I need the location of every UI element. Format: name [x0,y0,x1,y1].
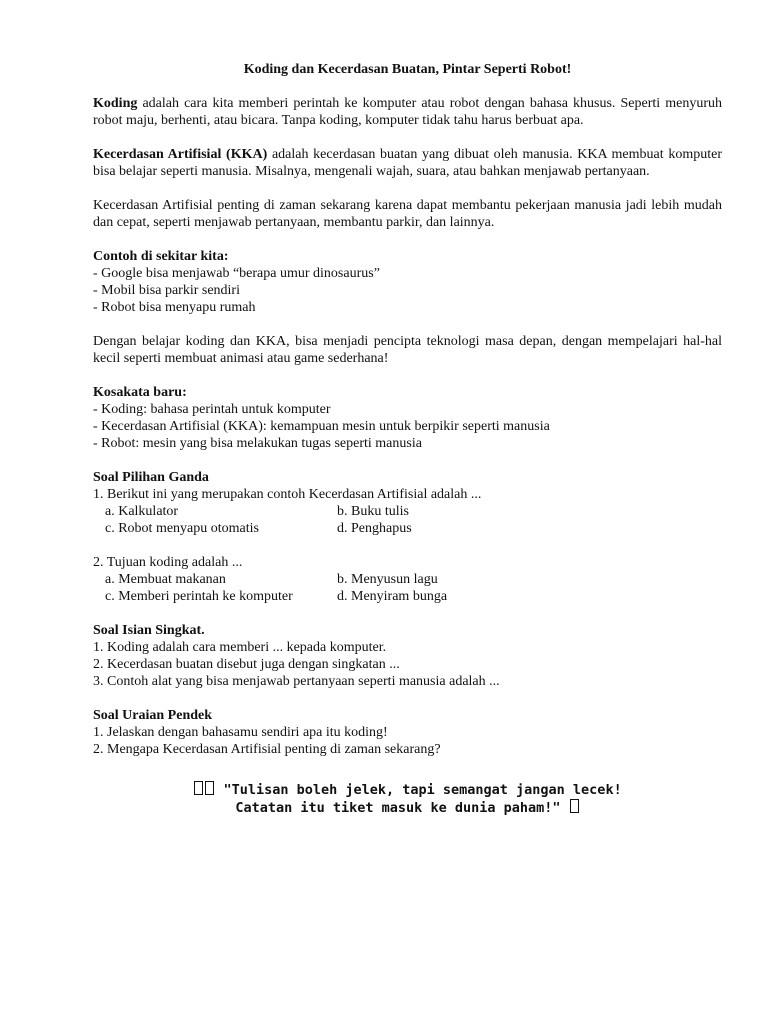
closing-line-2 [93,799,722,817]
missing-glyph-icon [570,799,579,813]
list-item: 3. Contoh alat yang bisa menjawab pertanyaan seperti manusia adalah ... [93,674,500,689]
list-item: - Google bisa menjawab “berapa umur dinosaurus” [93,266,380,281]
list-item: 1. Koding adalah cara memberi ... kepada komputer. [93,640,387,655]
option-a: a. Kalkulator [105,504,179,519]
future-paragraph: Dengan belajar koding dan KKA, bisa menjadi pencipta teknologi masa depan, dengan mempelajari hal-hal kecil seperti membuat animasi atau game sederhana! [93,334,722,366]
closing-text-2: Catatan itu tiket masuk ke dunia paham!" [235,800,561,816]
kka-text: adalah kecerdasan buatan yang dibuat oleh manusia. KKA membuat komputer bisa belajar seperti manusia. Misalnya, mengenali wajah, suara, atau bahkan menjawab pertanyaan. [93,147,722,179]
kka-paragraph [93,146,722,180]
option-c: c. Robot menyapu otomatis [105,521,259,536]
examples-heading: Contoh di sekitar kita: [93,249,229,264]
question-1: 1. Berikut ini yang merupakan contoh Kecerdasan Artifisial adalah ... [93,487,482,502]
question-2: 2. Tujuan koding adalah ... [93,555,243,570]
short-answer-heading: Soal Isian Singkat. [93,623,205,638]
list-item: - Robot: mesin yang bisa melakukan tugas seperti manusia [93,436,422,451]
missing-glyph-icon [205,781,214,795]
list-item: - Koding: bahasa perintah untuk komputer [93,402,331,417]
list-item: - Robot bisa menyapu rumah [93,300,256,315]
multiple-choice-section [93,469,722,605]
option-b: b. Buku tulis [337,504,409,519]
vocab-heading: Kosakata baru: [93,385,187,400]
options-row [93,588,722,605]
option-a: a. Membuat makanan [105,572,226,587]
options-row [93,503,722,520]
vocab-section [93,384,722,452]
list-item: - Kecerdasan Artifisial (KKA): kemampuan mesin untuk berpikir seperti manusia [93,419,550,434]
list-item: 2. Mengapa Kecerdasan Artifisial penting di zaman sekarang? [93,742,441,757]
multiple-choice-heading: Soal Pilihan Ganda [93,470,209,485]
list-item: - Mobil bisa parkir sendiri [93,283,240,298]
closing-text-1: "Tulisan boleh jelek, tapi semangat jangan lecek! [223,782,622,798]
options-row [93,520,722,537]
essay-section [93,707,722,758]
closing-quote [93,781,722,817]
closing-line-1 [93,781,722,799]
list-item: 2. Kecerdasan buatan disebut juga dengan singkatan ... [93,657,400,672]
essay-heading: Soal Uraian Pendek [93,708,213,723]
examples-section [93,248,722,316]
option-c: c. Memberi perintah ke komputer [105,589,293,604]
document-title: Koding dan Kecerdasan Buatan, Pintar Seperti Robot! [243,62,572,77]
spacer [93,537,722,554]
kka-term: Kecerdasan Artifisial (KKA) [93,147,268,162]
option-b: b. Menyusun lagu [337,572,438,587]
missing-glyph-icon [194,781,203,795]
list-item: 1. Jelaskan dengan bahasamu sendiri apa itu koding! [93,725,388,740]
option-d: d. Menyiram bunga [337,589,448,604]
options-row [93,571,722,588]
importance-paragraph: Kecerdasan Artifisial penting di zaman sekarang karena dapat membantu pekerjaan manusia jadi lebih mudah dan cepat, seperti menjawab pertanyaan, membantu parkir, dan lainnya. [93,198,722,230]
koding-text: adalah cara kita memberi perintah ke komputer atau robot dengan bahasa khusus. Seperti menyuruh robot maju, berhenti, atau bicara. Tanpa koding, komputer tidak tahu harus berbuat apa. [93,96,723,128]
koding-term: Koding [93,96,138,111]
koding-paragraph [93,95,722,129]
option-d: d. Penghapus [337,521,412,536]
document-page [93,61,722,817]
short-answer-section [93,622,722,690]
